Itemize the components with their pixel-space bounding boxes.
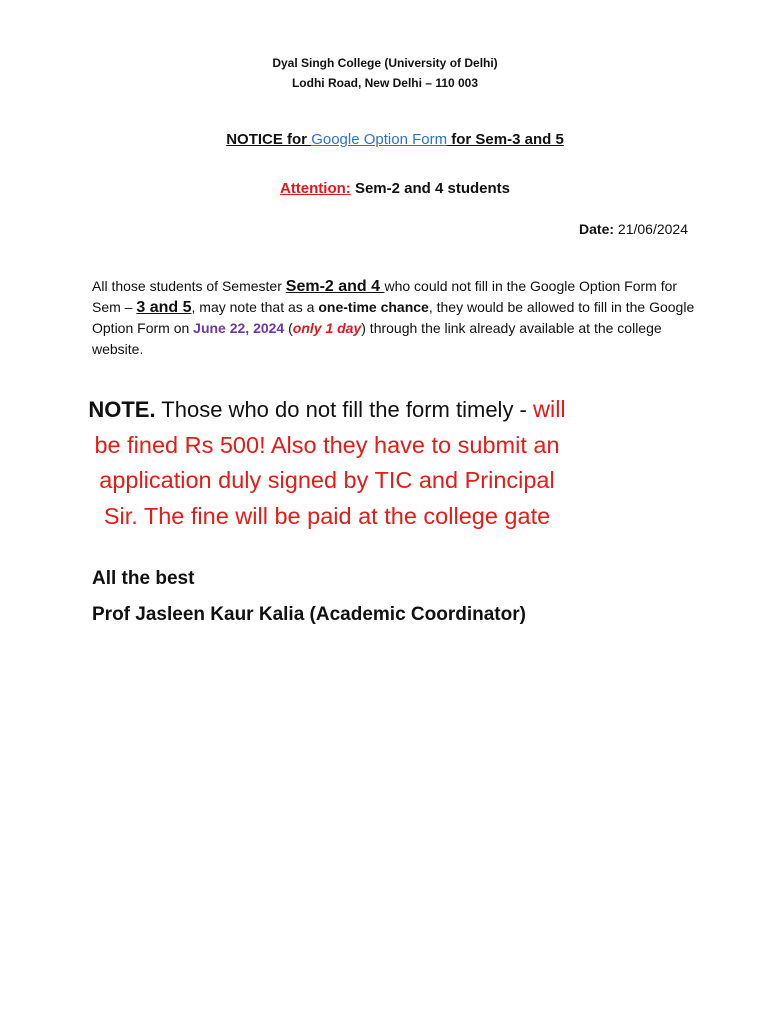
form-date: June 22, 2024 <box>193 320 285 336</box>
notice-title-prefix: NOTICE for <box>226 131 312 148</box>
attention-text: Sem-2 and 4 students <box>350 180 511 197</box>
signature: Prof Jasleen Kaur Kalia (Academic Coordinator) <box>92 604 526 625</box>
notice-paragraph <box>92 276 702 360</box>
closing-line: All the best <box>92 568 195 589</box>
note-red-text: will be fined Rs 500! Also they have to submit an application duly signed by TIC and Principal Sir. The fine will be paid at the college gate <box>94 396 566 529</box>
college-header <box>0 53 770 93</box>
college-name: Dyal Singh College (University of Delhi) <box>272 56 498 70</box>
notice-title-suffix: for Sem-3 and 5 <box>447 131 564 148</box>
para-part-4: , they would be allowed to fill in the Google Option Form on <box>92 299 695 336</box>
attention-label: Attention: <box>279 180 351 197</box>
date-value: 21/06/2024 <box>614 221 688 237</box>
date-label: Date: <box>579 221 615 237</box>
notice-title <box>0 131 770 148</box>
google-option-form-link[interactable]: Google Option Form <box>311 131 448 148</box>
note-text: Those who do not fill the form timely - <box>155 397 533 422</box>
para-part-5: ( <box>284 320 293 336</box>
only-one-day: only 1 day <box>292 320 362 336</box>
attention-line <box>0 180 770 197</box>
para-part-6: ) through the link already available at the college website. <box>92 320 662 357</box>
one-time-chance: one-time chance <box>318 299 429 315</box>
para-part-3: , may note that as a <box>191 299 319 315</box>
note-label: NOTE. <box>88 397 156 422</box>
sem-next: 3 and 5 <box>136 299 192 316</box>
fine-note <box>88 392 566 534</box>
para-part-1: All those students of Semester <box>92 278 286 294</box>
para-part-2: who could not fill in the Google Option Form for Sem – <box>92 278 678 315</box>
college-address: Lodhi Road, New Delhi – 110 003 <box>291 76 479 90</box>
sem-prev: Sem-2 and 4 <box>285 278 385 295</box>
notice-date <box>579 221 688 237</box>
